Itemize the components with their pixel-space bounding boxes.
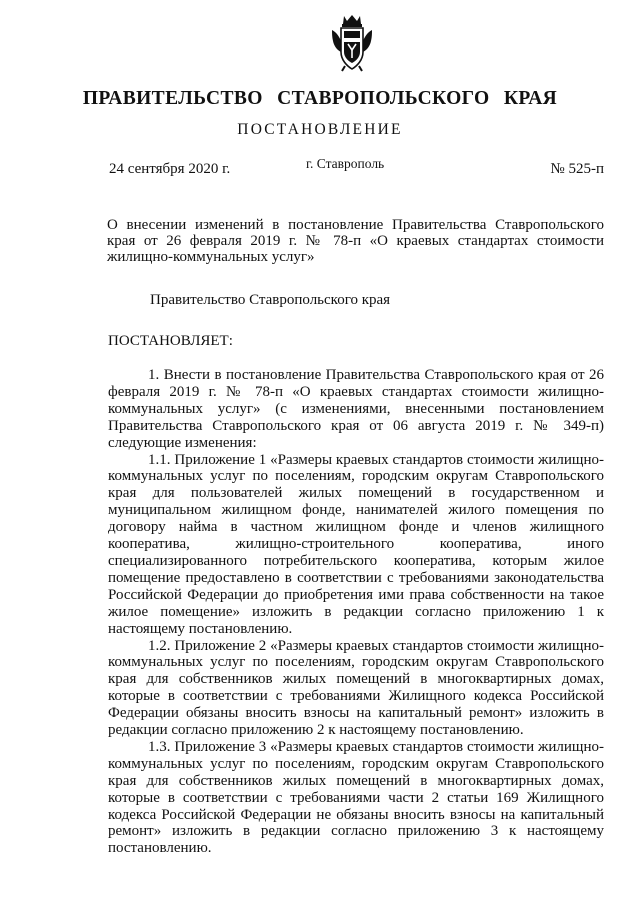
document-type: ПОСТАНОВЛЕНИЕ — [237, 121, 403, 138]
document-subject: О внесении изменений в постановление Правительства Ставропольского края от 26 февраля 2019 г. № 78-п «О краевых стандартах стоимости жилищно-коммунальных услуг» — [107, 217, 604, 265]
stavropol-coat-of-arms-icon — [330, 14, 374, 72]
government-title: ПРАВИТЕЛЬСТВО СТАВРОПОЛЬСКОГО КРАЯ — [82, 88, 558, 109]
paragraph-1-3: 1.3. Приложение 3 «Размеры краевых стандартов стоимости жилищно-коммунальных услуг по поселениям, городским округам Ставропольского края для собственников жилых помещений в многоквартирных домах, которые в соответствии с требованиями части 2 статьи 169 Жилищного кодекса Российской Федерации не обязаны вносить взносы на капитальный ремонт» изложить в редакции согласно приложению 3 к настоящему постановлению. — [108, 738, 604, 857]
paragraph-1-2: 1.2. Приложение 2 «Размеры краевых стандартов стоимости жилищно-коммунальных услуг по поселениям, городским округам Ставропольского края для собственников жилых помещений в многоквартирных домах, которые в соответствии с требованиями Жилищного кодекса Российской Федерации обязаны вносить взносы на капитальный ремонт» изложить в редакции согласно приложению 2 к настоящему постановлению. — [108, 637, 604, 739]
document-city: г. Ставрополь — [306, 156, 385, 171]
preamble-government-name: Правительство Ставропольского края — [150, 292, 391, 308]
preamble-decree: ПОСТАНОВЛЯЕТ: — [108, 333, 233, 349]
document-number: № 525-п — [550, 161, 604, 177]
paragraph-1: 1. Внести в постановление Правительства Ставропольского края от 26 февраля 2019 г. № 78-п «О краевых стандартах стоимости жилищно-коммунальных услуг» (с изменениями, внесенными постановлением Правительства Ставропольского края от 06 августа 2019 г. № 349-п) следующие изменения: — [108, 367, 604, 451]
document-date: 24 сентября 2020 г. — [109, 161, 231, 177]
paragraph-1-1: 1.1. Приложение 1 «Размеры краевых стандартов стоимости жилищно-коммунальных услуг по поселениям, городским округам Ставропольского края для пользователей жилых помещений в государственном и муниципальном жилищном фонде, нанимателей жилого помещения по договору найма в частном жилищном фонде и членов жилищного кооператива, жилищно-строительного кооператива, иного специализированного потребительского кооператива, которым жилое помещение предоставлено в соответствии с требованиями законодательства Российской Федерации до приобретения ими права собственности на такое жилое помещение» изложить в редакции согласно приложению 1 к настоящему постановлению. — [108, 451, 604, 637]
document-body — [108, 367, 604, 857]
